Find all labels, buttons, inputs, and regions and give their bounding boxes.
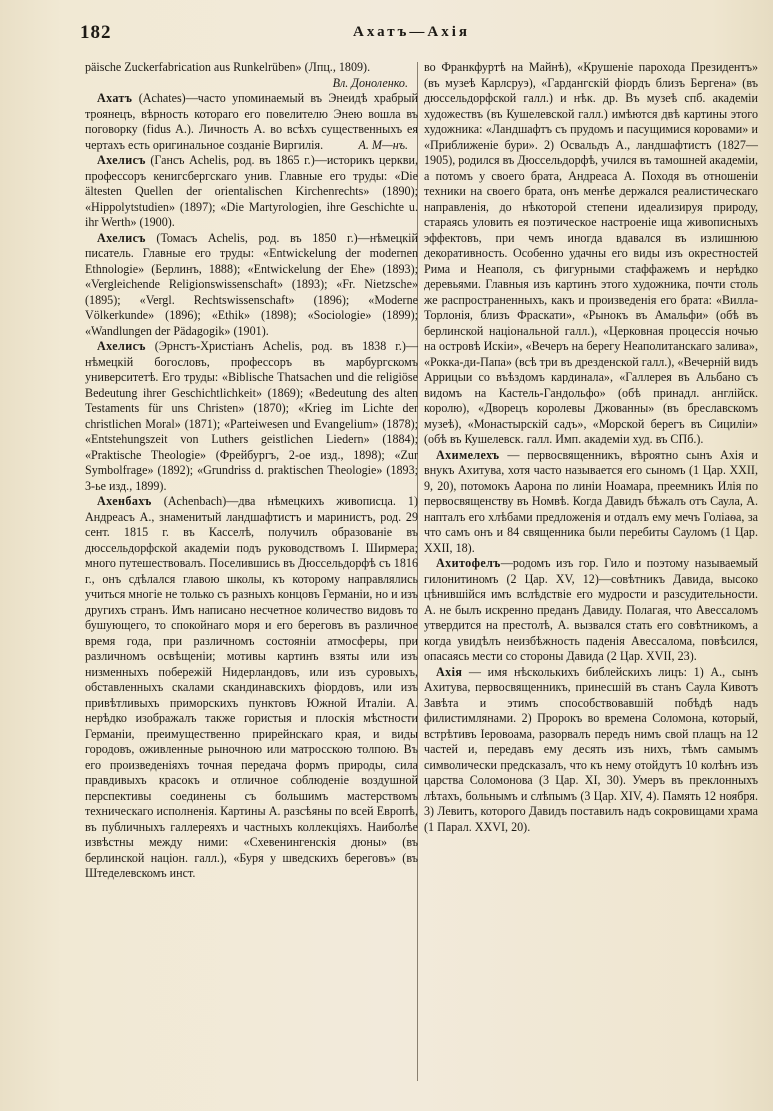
entry-headword: Ахія — [436, 664, 463, 679]
continuation-body: päische Zuckerfabrication aus Runkelrüben» (Лпц., 1809). — [85, 60, 371, 74]
entry-text: (Томасъ Achelis, род. въ 1850 г.)—нѣмецкій писатель. Главные его труды: «Entwickelung der modernen Ethnologie» (Берлинъ, 1888); «Entwickelung der Ehe» (1893); «Vergleichende Religionswissenschaft» (1893); «Fr. Nietzsche» (1895); «Vergl. Rechtswissenschaft» (1896); «Moderne Völkerkunde» (1896); «Ethik» (1898); «Sociologie» (1899); «Wandlungen der Pädagogik» (1901). — [85, 230, 418, 338]
entry-achia — [424, 665, 758, 836]
entry-text: (Achates)—часто упоминаемый въ Энеидѣ храбрый троянецъ, вѣрность котораго его повелителю Энею вошла въ поговорку (fidus A.). Личность А. во всѣхъ существенныхъ ея чертахъ есть оригинальное созданіе Виргилія. — [85, 91, 418, 152]
entry-achelis-hans — [85, 153, 418, 231]
page-header — [70, 22, 753, 50]
entry-text: —родомъ изъ гор. Гило и поэтому называемый гилонитиномъ (2 Цар. XV, 12)—совѣтникъ Давида, высоко цѣнившійся имъ вслѣдствіе его мудрости и разсудительности. А. не былъ искренно преданъ Давиду. Полагая, что Авессаломъ утвердится на престолѣ, А. вызвался стать его совѣтникомъ, а когда увидѣлъ неизбѣжность паденія Авессалома, повѣсился, опасаясь мести со стороны Давида (2 Цар. XVII, 23). — [424, 556, 758, 663]
right-column — [424, 60, 758, 1093]
page-number: 182 — [80, 22, 112, 43]
entry-achitophel — [424, 556, 758, 665]
running-head: Ахатъ—Ахія — [353, 24, 470, 40]
entry-headword: Ахелисъ — [97, 230, 146, 245]
entry-signature: Вл. Доноленко. — [332, 75, 408, 90]
entry-achimelech — [424, 448, 758, 557]
entry-headword: Ахитофелъ — [436, 556, 501, 570]
entry-achelis-thomas — [85, 231, 418, 340]
left-column — [85, 60, 418, 1093]
entry-headword: Ахенбахъ — [97, 494, 152, 508]
entry-text: (Гансъ Achelis, род. въ 1865 г.)—историкъ церкви, профессоръ кенигсбергскаго унив. Главные его труды: «Die ältesten Quellen der orientalischen Kirchenrechts» (1890); «Hippolytstudien» (1897); «Die Martyrologien, ihre Geschichte u. ihr Werth» (1900). — [85, 153, 418, 229]
continuation-text: во Франкфуртѣ на Майнѣ), «Крушеніе парохода Президентъ» (въ музеѣ Карлсруэ), «Гардангскій фіордъ близъ Бергена» (въ дюссельдорфской галл.) и нѣк. др. Въ музеѣ спб. академіи художествъ (въ Кушелевской галл.) имѣются двѣ картины этого художника: «Ландшафтъ съ прудомъ и пасущимися коровами» и «Приближеніе бури». 2) Освальдъ А., ландшафтистъ (1827—1905), родился въ Дюссельдорфѣ, учился въ тамошней академіи, а потомъ у своего брата, Андреаса А. Походя въ отношеніи техники на своего брата, онъ менѣе держался реалистическаго направленія, до нѣкоторой степени идеализируя природу, стараясь уловить ея поэтическое настроеніе ища живописныхъ эффектовъ, при чемъ иногда вдавался въ излишнюю декоративность. Особенно удачны его виды изъ окрестностей Рима и Неаполя, съ фигурными стаффажемъ и нерѣдко деревьями. Главныя изъ картинъ этого художника, почти столь же распространенныхъ, какъ и произведенія его брата: «Вилла-Торлонія, близъ Фраскати», «Рынокъ въ Амальфи» (обѣ въ берлинской національной галл.), «Церковная процессія ночью на островѣ Искіи», «Вечеръ на берегу Неаполитанскаго залива», «Рокка-ди-Папа» (всѣ три въ дрезденской галл.), «Вечерній видъ Аррицыи со въѣздомъ кардинала», «Галлерея въ Альбано съ видомъ на Кастель-Гандольфо» (обѣ принадл. англійск. королю), «Дворецъ королевы Джованны» (въ бреславскомъ музеѣ), «Монастырскій садъ», «Морской берегъ въ Сициліи» (обѣ въ Кушелевск. галл. Имп. академіи худ. въ СПб.). — [424, 60, 758, 446]
entry-achates — [85, 91, 418, 153]
entry-text: — имя нѣсколькихъ библейскихъ лицъ: 1) А., сынъ Ахитува, первосвященникъ, принесшій въ станъ Саула Кивотъ Завѣта и этимъ способствовавшій побѣдѣ надъ филистимлянами. 2) Пророкъ во времена Соломона, который, встрѣтивъ Іеровоама, разорвалъ передъ нимъ свой плащъ на 12 частей и, передавъ ему десять изъ нихъ, тѣмъ самымъ символически предсказалъ, что къ нему отойдутъ 10 колѣнъ изъ царства Соломонова (3 Цар. XI, 30). Умеръ въ преклонныхъ лѣтахъ, больнымъ и слѣпымъ (3 Цар. XIV, 4). Память 12 ноября. 3) Левитъ, которого Давидъ поставилъ надъ сокровищами храма (1 Парал. XXVI, 20). — [424, 664, 758, 834]
entry-text: — первосвященникъ, вѣроятно сынъ Ахія и внукъ Ахитува, хотя часто называется его сыномъ (1 Цар. XXII, 9, 20), потомокъ Аарона по линіи Ноамара, преемникъ Илія по первосвященству въ Номвѣ. Когда Давидъ бѣжалъ отъ Саула, А. напталъ его хлѣбами предложенія и отдалъ ему мечъ Голіаѳа, за что самъ онъ и 84 священника были перебиты Сауломъ (1 Цар. XXII, 18). — [424, 447, 758, 555]
entry-achelis-ernst — [85, 339, 418, 494]
entry-achenbach — [85, 494, 418, 882]
entry-text: (Эрнстъ-Христіанъ Achelis, род. въ 1838 г.)—нѣмецкій богословъ, профессоръ въ марбургскомъ университетѣ. Его труды: «Biblische Thatsachen und die religiöse Bedeutung ihrer Geschichtlichkeit» (1869); «Bedeutung des alten Testaments für uns Christen» (1870); «Krieg im Lichte der christlichen Moral» (1871); «Parteiwesen und Evangelium» (1878); «Entstehungszeit von Luthers geistlichen Liedern» (1884); «Praktische Theologie» (Фрейбургъ, 2-ое изд., 1898); «Zur Symbolfrage» (1892); «Grundriss d. praktischen Theologie» (1893; 3-ье изд., 1899). — [85, 339, 418, 493]
entry-text: (Achenbach)—два нѣмецкихъ живописца. 1) Андреасъ А., знаменитый ландшафтистъ и маринистъ, род. 29 сент. 1815 г. въ Касселѣ, получилъ образованіе въ дюссельдорфской академіи подъ руководствомъ І. Ширмера; много путешествовалъ. Поселившись въ Дюссельдорфѣ съ 1816 г., онъ сдѣлался главою школы, къ которому направлялись учиться многіе не только съ разныхъ концовъ Германіи, но и изъ другихъ странъ. Имъ написано несчетное количество видовъ то бушующего, то спокойнаго моря и его береговъ въ различное время года, при различномъ состояніи атмосферы, при различномъ освѣщеніи; мотивы картинъ взяты или изъ низменныхъ побережій Нидерландовъ, или изъ суровыхъ, обставленныхъ скалами скандинавскихъ фіордовъ, или изъ привѣтливыхъ приморскихъ пунктовъ Южной Италіи. А. нерѣдко изображалъ также гористыя и плоскія мѣстности Германіи, преимущественно прирейнскаго края, и виды городовъ, оживленные рыночною или матросскою толпою. Въ его произведеніяхъ точная передача формъ природы, сила правдивыхъ красокъ и отличное соблюденіе воздушной перспективы соединены съ большимъ мастерствомъ техническаго исполненія. Картины А. разсѣяны по всей Европѣ, въ публичныхъ галлереяхъ и частныхъ коллекціяхъ. Наиболѣе извѣстны между ними: «Схевенингенскія дюны» (въ берлинской націон. галл.), «Буря у шведскихъ береговъ» (въ Штеделевскомъ инст. — [85, 494, 418, 880]
entry-headword: Ахелисъ — [97, 153, 146, 167]
entry-headword: Ахелисъ — [97, 339, 146, 353]
entry-headword: Ахатъ — [97, 91, 133, 105]
continuation-text — [85, 60, 418, 91]
entry-signature: A. M—нъ. — [358, 137, 408, 152]
entry-headword: Ахимелехъ — [436, 447, 500, 462]
